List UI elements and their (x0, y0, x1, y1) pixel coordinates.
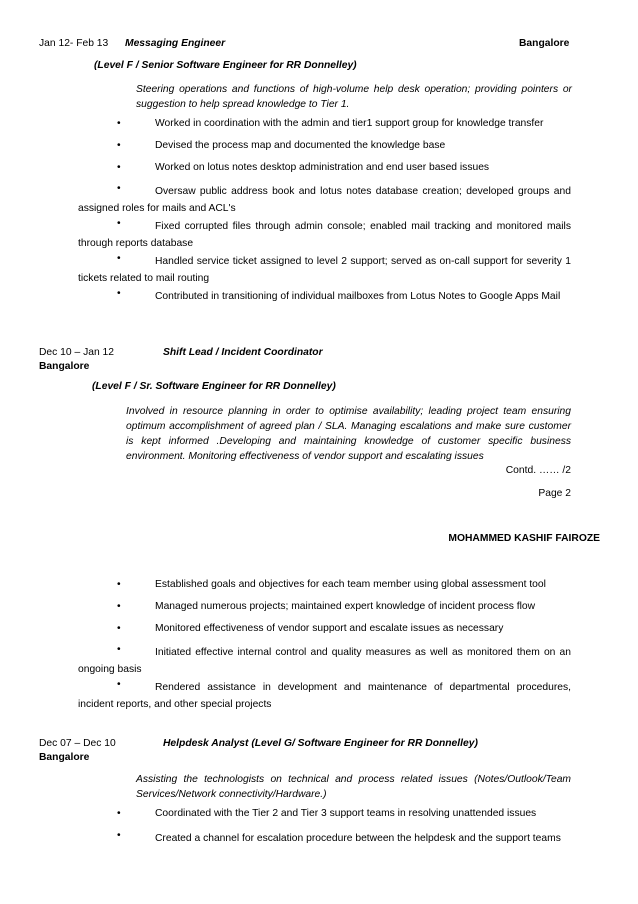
job1-bullet-6 (78, 253, 571, 287)
job2-summary: Involved in resource planning in order to optimise availability; leading project team ensuring optimum accomplishment of agreed plan / SLA. Managing escalations and make sure customer is kept informed .Developing and maintaining knowledge of customer specific business environment. Monitoring effectiveness of vendor support and escalating issues (126, 406, 571, 462)
job2-dates: Dec 10 – Jan 12 (39, 347, 114, 358)
job1-title: Messaging Engineer (125, 38, 226, 49)
job1-bullet-6-text: Handled service ticket assigned to level 2 support; served as on-call support for severity 1 tickets related to mail routing (78, 256, 571, 284)
bullet-marker: • (117, 288, 121, 299)
bullet-marker: • (117, 679, 121, 690)
job1-bullet-1: Worked in coordination with the admin and tier1 support group for knowledge transfer (155, 118, 544, 129)
job1-bullet-7-text: Contributed in transitioning of individual mailboxes from Lotus Notes to Google Apps Mail (155, 291, 561, 302)
job3-bullet-1: Coordinated with the Tier 2 and Tier 3 support teams in resolving unattended issues (155, 808, 537, 819)
job2-bullet-4-text: Initiated effective internal control and quality measures as well as monitored them on an ongoing basis (78, 647, 571, 675)
job1-summary: Steering operations and functions of high-volume help desk operation; providing pointers or suggestion to help spread knowledge to Tier 1. (136, 84, 572, 110)
job2-bullet-4 (78, 644, 571, 678)
job1-bullet-5 (78, 218, 571, 252)
bullet-marker: • (117, 601, 121, 612)
bullet-marker: • (117, 623, 121, 634)
job1-bullet-4 (78, 183, 571, 217)
candidate-name: MOHAMMED KASHIF FAIROZE (448, 533, 600, 544)
job2-bullet-5 (78, 679, 571, 713)
page-number: Page 2 (538, 488, 571, 499)
bullet-marker: • (117, 140, 121, 151)
job3-title: Helpdesk Analyst (Level G/ Software Engineer for RR Donnelley) (163, 738, 478, 749)
job2-bullet-2: Managed numerous projects; maintained expert knowledge of incident process flow (155, 601, 536, 612)
job1-bullet-7 (78, 288, 571, 305)
job2-title: Shift Lead / Incident Coordinator (163, 347, 323, 358)
job3-location: Bangalore (39, 752, 90, 763)
job1-bullet-3: Worked on lotus notes desktop administration and end user based issues (155, 162, 490, 173)
job1-bullet-2: Devised the process map and documented the knowledge base (155, 140, 446, 151)
job2-bullet-3: Monitored effectiveness of vendor support and escalate issues as necessary (155, 623, 504, 634)
bullet-marker: • (117, 579, 121, 590)
job2-location: Bangalore (39, 361, 90, 372)
bullet-marker: • (117, 644, 121, 655)
bullet-marker: • (117, 808, 121, 819)
bullet-marker: • (117, 162, 121, 173)
bullet-marker: • (117, 830, 121, 841)
job1-bullet-5-text: Fixed corrupted files through admin console; enabled mail tracking and monitored mails through reports database (78, 221, 571, 249)
job3-bullet-2-text: Created a channel for escalation procedure between the helpdesk and the support teams (155, 833, 561, 844)
bullet-marker: • (117, 118, 121, 129)
continued-note: Contd. …… /2 (505, 465, 571, 476)
bullet-marker: • (117, 218, 121, 229)
job3-summary: Assisting the technologists on technical and process related issues (Notes/Outlook/Team Services/Network connectivity/Hardware.) (136, 774, 571, 800)
job2-bullet-1: Established goals and objectives for each team member using global assessment tool (155, 579, 546, 590)
job2-level: (Level F / Sr. Software Engineer for RR Donnelley) (92, 381, 336, 392)
job2-bullet-5-text: Rendered assistance in development and maintenance of departmental procedures, incident reports, and other special projects (78, 682, 571, 710)
job1-dates: Jan 12- Feb 13 (39, 38, 109, 49)
bullet-marker: • (117, 183, 121, 194)
job3-dates: Dec 07 – Dec 10 (39, 738, 116, 749)
bullet-marker: • (117, 253, 121, 264)
job1-location: Bangalore (519, 38, 570, 49)
job1-bullet-4-text: Oversaw public address book and lotus notes database creation; developed groups and assigned roles for mails and ACL's (78, 186, 571, 214)
job1-level: (Level F / Senior Software Engineer for RR Donnelley) (94, 60, 357, 71)
job3-bullet-2 (78, 830, 571, 847)
